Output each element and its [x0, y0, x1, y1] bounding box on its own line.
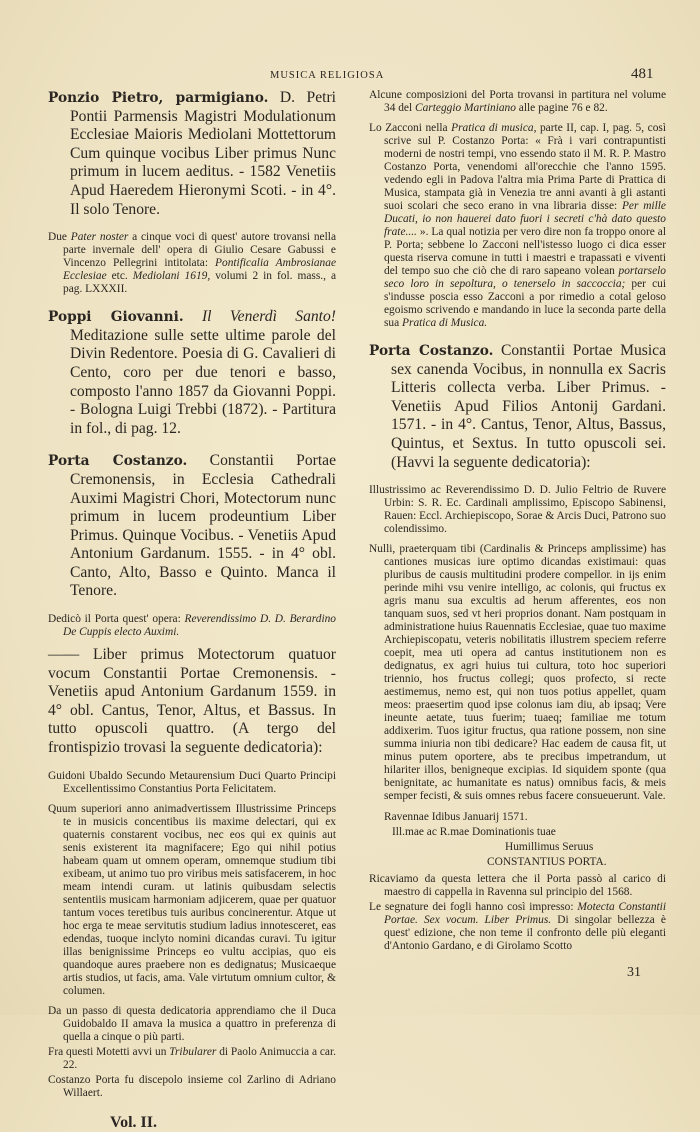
- text-segment: Guidoni Ubaldo Secundo Metaurensium Duci Quarto Principi Excellentissimo Constantius Porta Felicitatem.: [48, 769, 336, 795]
- text-segment: parte II, cap. I, pag. 5, così scrive sul P. Costanzo Porta: « Frà i vari contrapuntisti moderni de nostri tempi, vno essendo stato il M. R. P. Mastro Costanzo Porta, venendomi all'orecchie che l'anno 1595. vedendo egli in Padova l'altra mia Prima Parte di Prattica di Musica, stampata già in Venezia tre anni avanti à gli astanti suoi scolari che seco erano in vna libraria disse:: [384, 122, 667, 212]
- text-segment: Fra questi Motetti avvi un: [48, 1045, 170, 1058]
- note-zacconi: [369, 122, 666, 330]
- signature-salutation: Ill.mae ac R.mae Dominationis tuae: [392, 826, 556, 839]
- dedication-address-feltrio: [369, 484, 666, 536]
- entry-liber-primus-1559: [48, 646, 336, 758]
- entry-poppi-giovanni: [48, 308, 336, 438]
- note-carteggio-martiniano: [369, 89, 666, 115]
- italic-text: portarselo seco loro in sepoltura, o tenerselo in saccoccia;: [384, 265, 666, 290]
- text-segment: Costanzo Porta fu discepolo insieme col Zarlino di Adriano Willaert.: [48, 1073, 336, 1099]
- italic-text: Tribularer: [169, 1045, 217, 1058]
- text-segment: a cinque voci di quest' autore trovansi nella parte invernale dell' opera di Giulio Cesare Gabussi e Vincenzo Pellegrini intitolata:: [63, 231, 336, 270]
- signature-mark: 31: [627, 965, 641, 981]
- text-segment: Lo Zacconi nella: [369, 122, 452, 134]
- text-segment: volumi 2 in fol. mass., a pag. LXXXII.: [63, 270, 337, 296]
- text-segment: Constantii Portae Cremonensis, in Ecclesia Cathedrali Auximi Magistri Chori, Motectorum nunc primum in lucem prodeuntium Liber Primus. Quinque Vocibus. - Venetiis Apud Antonium Gardanum. 1555. - in 4° obl. Canto, Alto, Basso e Quinto. Manca il Tenore.: [70, 452, 336, 600]
- running-title: MUSICA RELIGIOSA: [270, 70, 385, 81]
- italic-text: Pratica di musica,: [451, 122, 537, 134]
- text-segment: di Paolo Animuccia a car. 22.: [63, 1045, 336, 1071]
- italic-text: Pratica di Musica.: [402, 317, 488, 329]
- text-segment: alle pagine 76 e 82.: [515, 102, 608, 114]
- entry-porta-costanzo-1571: [369, 342, 666, 472]
- entry-heading: Porta Costanzo.: [48, 453, 188, 470]
- note-segnature: [369, 901, 666, 953]
- text-segment: Meditazione sulle sette ultime parole del Divin Redentore. Poesia di G. Cavalieri di Cento, coro per due tenori e basso, composto l'anno 1857 da Giovanni Poppi. - Bologna Luigi Trebbi (1872). - Partitura in fol., di pag. 12.: [70, 326, 336, 437]
- note-dedication-1555: [48, 613, 336, 639]
- entry-heading: Ponzio Pietro, parmigiano.: [48, 90, 269, 106]
- text-segment: Di singolar bellezza è quest' edizione, che non teme il confronto delle più eleganti d'Antonio Gardano, e di Girolamo Scotto: [384, 914, 666, 953]
- italic-text: Mediolani 1619,: [132, 270, 211, 283]
- entry-heading: Porta Costanzo.: [369, 343, 494, 359]
- signature-servant: Humillimus Seruus: [505, 841, 594, 854]
- entry-porta-costanzo-1555: [48, 452, 336, 601]
- volume-label: Vol. II.: [110, 1113, 157, 1131]
- entry-heading: Poppi Giovanni.: [48, 309, 184, 326]
- italic-text: Motecta Constantii Portae. Sex vocum. Liber Primus.: [384, 901, 667, 927]
- italic-text: Il Venerdì Santo!: [201, 308, 336, 326]
- text-segment: ». La qual notizia per vero dire non fa troppo onore al P. Porta; sebbene lo Zacconi nell'istesso luogo ci dica esser questa riserva comune in tutti i maestri e trapassati e viventi del tempo suo che ciò che di raro sapeano volean: [384, 226, 666, 277]
- italic-text: Reverendissimo D. D. Berardino De Cuppis electo Auximi.: [63, 613, 336, 639]
- text-segment: —— Liber primus Motectorum quatuor vocum Constantii Portae Cremonensis. - Venetiis apud Antonium Gardanum 1559. in 4° obl. Cantus, Tenor, Altus, et Bassus. In tutto opuscoli quattro. (A tergo del frontispizio trovasi la seguente dedicatoria):: [48, 646, 336, 757]
- note-tribularer: [48, 1046, 336, 1072]
- text-segment: Constantii Portae Musica sex canenda Vocibus, in nonnulla ex Sacris Litteris collecta verba. Liber Primus. - Venetiis Apud Filios Antonij Gardani. 1571. - in 4°. Cantus, Tenor, Altus, Bassus, Quintus, et Sextus. In tutto opuscoli sei. (Havvi la seguente dedicatoria):: [391, 342, 666, 471]
- note-willaert: [48, 1074, 336, 1100]
- text-segment: Alcune composizioni del Porta trovansi in partitura nel volume 34 del: [369, 89, 666, 114]
- text-segment: Le segnature dei fogli hanno così impresso:: [369, 901, 578, 914]
- text-segment: per cui s'indusse poscia esso Zacconi a por rimedio a cotal geloso egoismo scrivendo e mandando in luce la seconda parte della sua: [384, 278, 666, 329]
- text-segment: Da un passo di questa dedicatoria apprendiamo che il Duca Guidobaldo II amava la musica a quattro in preferenza di quella a cinque o più parti.: [48, 1004, 336, 1043]
- text-segment: Dedicò il Porta quest' opera:: [48, 613, 185, 626]
- text-segment: Quum superiori anno animadvertissem Illustrissime Princeps te in musicis concentibus iis maxime delectari, qui ex quaternis constarent vocibus, nec eos qui ex quinis aut senis existerent ita magnifacere; Ego qui nihil potius habeam quam ut omnem operam, omnemque studium tibi exibeam, ut animo tuo pro viribus meis satisfacerem, in hoc meam intendi curam. ut latinis quibusdam selectis sententiis musicam harmoniam adjicerem, quae per quatuor tantum voces teretibus tuis auribus concinerentur. Atque ut hoc erga te meae servitutis studium ladius innotesceret, eas edendas, tuoque inclyto nomini dicandas curavi. Tu igitur illas benignissime Princeps eo vultu accipias, quo eis quandoque aures praebere non es dedignatus; Musicaeque artis studios, ut facis, ama. Vale virtutum omnium cultor, & columen.: [48, 802, 336, 997]
- entry-ponzio-pietro: [48, 89, 336, 219]
- signature-place-date: Ravennae Idibus Januarij 1571.: [384, 811, 528, 824]
- text-segment: Ricaviamo da questa lettera che il Porta passò al carico di maestro di cappella in Ravenna sul principio del 1568.: [369, 873, 666, 899]
- note-ricaviamo: [369, 873, 666, 899]
- text-segment: Due: [48, 231, 71, 244]
- note-pater-noster: [48, 231, 336, 296]
- italic-text: Pater noster: [70, 231, 129, 244]
- text-segment: D. Petri Pontii Parmensis Magistri Modulationum Ecclesiae Maioris Mediolani Mottettorum Cum quinque vocibus Liber primus Nunc primum in lucem aeditus. - 1582 Venetiis Apud Haeredem Hieronymi Scoti. - in 4°. Il solo Tenore.: [70, 89, 336, 218]
- page-number: 481: [631, 66, 654, 82]
- dedication-address-guidoni: [48, 770, 336, 796]
- signature-name: CONSTANTIUS PORTA.: [487, 856, 607, 869]
- text-segment: [184, 308, 202, 325]
- dedication-text-quum: [48, 803, 336, 998]
- text-segment: Illustrissimo ac Reverendissimo D. D. Julio Feltrio de Ruvere Urbin: S. R. Ec. Cardinali amplissimo, Episcopo Sabinensi, Rauen: Eccl. Archiepiscopo, Sorae & Arcis Duci, Patrono suo colendissimo.: [369, 484, 666, 536]
- italic-text: Carteggio Martiniano: [415, 102, 516, 114]
- italic-text: Per mille Ducati, io non hauerei dato fuori i secreti c'hà dato questo frate....: [384, 200, 666, 238]
- text-segment: etc.: [106, 270, 133, 283]
- note-da-un-passo: [48, 1005, 336, 1044]
- italic-text: Pontificalia Ambrosianae Ecclesiae: [63, 257, 336, 283]
- dedication-text-nulli: [369, 543, 666, 803]
- text-segment: Nulli, praeterquam tibi (Cardinalis & Princeps amplissime) has cantiones musicas iure optimo dicandas existimaui: quas pluribus de causis multitudini prodere compellor. in ijs enim perinde mihi vsu venire intelligo, ac colonis, qui fructus ex agris manu sua excultis ad herum afferentes, eos non tanquam suos, sed vt heri proprios donant. Nam postquam in administratione huius Rauennatis Ecclesiae, quae tuo maxime Archiepiscopatu, veteris nobilitatis illustrem speciem referre coepit, mea uti opera ad cantus institutionem non es dedignatus, ex agri huius tui cultura, toto hoc superiori triennio, hos fructus collegi; quos profecto, si recte aestimemus, nemo est, qui non tuos potius appellet, quam meos: praesertim quod ipse colonus iam diu, ab ipsaq; Vere ineunte aetate, tuus fuerim; tuaeq; familiae me totum addixerim. Tuos igitur fructus, qua ratione possem, non sine summa iniuria non tibi dedicare? Hac eadem de causa fit, ut minus putem oportere, abs te precibus impetrandum, ut hilariter illos, benigneque excipias. Id siquidem sponte (qua benignitate, ac humanitate es natus) omnibus facis, & meis semper fecisti, & suis omnes rebus facere consueuerunt. Vale.: [369, 543, 666, 803]
- left-column: [48, 89, 336, 1132]
- right-column: [369, 89, 666, 981]
